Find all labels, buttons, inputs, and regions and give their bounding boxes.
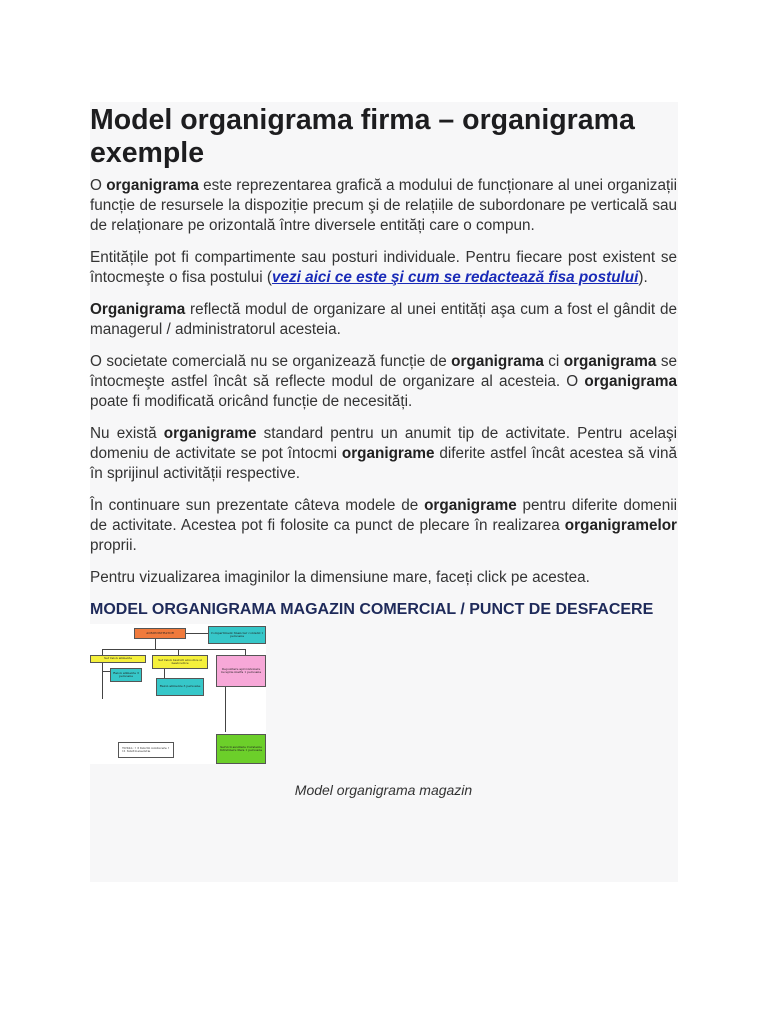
article — [90, 104, 677, 798]
paragraph-2: Entitățile pot fi compartimente sau posturi individuale. Pentru fiecare post existent se întocmeşte o fisa postului (vezi aici ce este şi cum se redactează fisa postului). — [90, 249, 677, 286]
paragraph-4: O societate comercială nu se organizează funcție de organigrama ci organigrama se întocmeşte astfel încât să reflecte modul de organizare al acesteia. O organigrama poate fi modificată oricând funcție de necesități. — [90, 353, 677, 410]
orgchart-thumbnail[interactable] — [90, 624, 266, 764]
connector-line — [102, 671, 110, 672]
paragraph-6: În continuare sun prezentate câteva modele de organigrame pentru diferite domenii de activitate. Acestea pot fi folosite ca punct de plecare în realizarea organigramelor proprii. — [90, 497, 677, 554]
section-heading: MODEL ORGANIGRAMA MAGAZIN COMERCIAL / PUNCT DE DESFACERE — [90, 601, 654, 618]
org-box-servicii: Servicii auxiliare Curatenie Intretinere Paza 1 persoana — [216, 734, 266, 764]
org-box-depozit: Depozitare aprovizionare receptie marfa 1 persoana — [216, 655, 266, 687]
figure-caption: Model organigrama magazin — [294, 782, 473, 798]
paragraph-3: Organigrama reflectă modul de organizare al unei entități aşa cum a fost el gândit de managerul / administratorul acesteia. — [90, 301, 677, 338]
paragraph-1: O organigrama este reprezentarea grafică a modului de funcționare al unei organizații funcție de resursele la dispoziție precum şi de relațiile de subordonare pe verticală sau de relaționare pe orizontală între diversele entități care o compun. — [90, 177, 677, 234]
connector-line — [102, 661, 103, 699]
connector-line — [102, 649, 246, 650]
org-box-raion-2: Raion alimente 3 persoane — [156, 678, 204, 696]
fisa-postului-link[interactable]: vezi aici ce este şi cum se redactează fisa postului — [271, 269, 639, 286]
paragraph-7: Pentru vizualizarea imaginilor la dimensiune mare, faceți click pe acestea. — [90, 569, 590, 586]
org-box-administrator: ADMINISTRATOR — [134, 628, 186, 639]
org-box-sef-raion-1: Sef raion alimente — [90, 655, 146, 663]
org-box-sef-raion-2: Sef raion bauturi alcoolice si nealcoolice — [152, 655, 208, 669]
org-box-raion-1: Raion alimente 3 persoane — [110, 668, 142, 682]
connector-line — [155, 639, 156, 649]
org-box-total: TOTAL: • 3 functii conducere • 11 functii executie — [118, 742, 174, 758]
paragraph-5: Nu există organigrame standard pentru un anumit tip de activitate. Pentru acelaşi domeniu de activitate se pot întocmi organigrame diferite astfel încât acestea să vină în sprijinul activității respective. — [90, 425, 677, 482]
page-title: Model organigrama firma – organigrama exemple — [90, 104, 635, 169]
org-box-compartiment: Compartiment financiar contabil 1 persoana — [208, 626, 266, 644]
